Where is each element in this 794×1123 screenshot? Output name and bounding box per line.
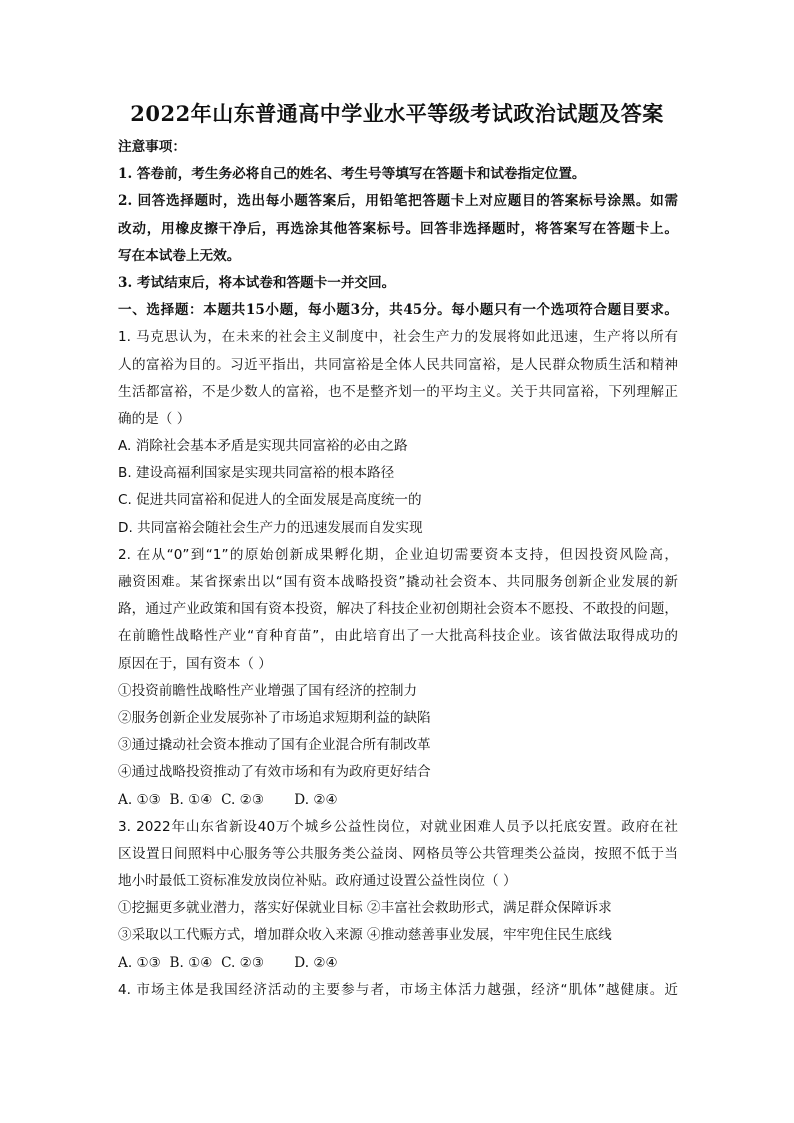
question-1-option-c: C. 促进共同富裕和促进人的全面发展是高度统一的: [118, 492, 422, 509]
question-3-options: A. ①③ B. ①④ C. ②③ D. ②④: [118, 954, 338, 971]
notice-heading: 注意事项：: [118, 139, 186, 155]
question-4-stem: 4. 市场主体是我国经济活动的主要参与者，市场主体活力越强，经济“肌体”越健康。近: [118, 981, 678, 998]
question-2-statement-4: ④通过战略投资推动了有效市场和有为政府更好结合: [118, 764, 431, 781]
question-3-stem-cont: 区设置日间照料中心服务等公共服务类公益岗、网格员等公共管理类公益岗，按照不低于当: [118, 845, 678, 862]
section-heading: 一、选择题：本题共15小题，每小题3分，共45分。每小题只有一个选项符合题目要求。: [118, 302, 678, 319]
question-3-stem-end: 地小时最低工资标准发放岗位补贴。政府通过设置公益性岗位（ ）: [118, 873, 517, 890]
question-1-stem: 1. 马克思认为，在未来的社会主义制度中，社会生产力的发展将如此迅速，生产将以所有: [118, 329, 678, 346]
question-1-option-d: D. 共同富裕会随社会生产力的迅速发展而自发实现: [118, 519, 423, 536]
question-2-stem-cont: 路，通过产业政策和国有资本投资，解决了科技企业初创期社会资本不愿投、不敢投的问题，: [118, 601, 678, 618]
question-2-stem-cont: 融资困难。某省探索出以“国有资本战略投资”撬动社会资本、共同服务创新企业发展的新: [118, 574, 678, 590]
document-title: 2022年山东普通高中学业水平等级考试政治试题及答案: [130, 101, 664, 126]
notice-item-3: 3. 考试结束后，将本试卷和答题卡一并交回。: [118, 274, 396, 291]
notice-item-1: 1. 答卷前，考生务必将自己的姓名、考生号等填写在答题卡和试卷指定位置。: [118, 166, 586, 183]
question-2-stem-cont: 在前瞻性战略性产业“育种育苗”，由此培育出了一大批高科技企业。该省做法取得成功的: [118, 628, 678, 645]
notice-item-2-end: 写在本试卷上无效。: [118, 247, 241, 264]
question-1-stem-end: 确的是（ ）: [118, 410, 191, 427]
question-2-options: A. ①③ B. ①④ C. ②③ D. ②④: [118, 791, 338, 808]
notice-item-2: 2. 回答选择题时，选出每小题答案后，用铅笔把答题卡上对应题目的答案标号涂黑。如需: [118, 193, 678, 210]
question-3-statements-3-4: ③采取以工代赈方式，增加群众收入来源 ④推动慈善事业发展，牢牢兜住民生底线: [118, 927, 612, 944]
question-2-statement-1: ①投资前瞻性战略性产业增强了国有经济的控制力: [118, 682, 418, 699]
question-2-stem: 2. 在从“0”到“1”的原始创新成果孵化期，企业迫切需要资本支持，但因投资风险高，: [118, 546, 678, 563]
question-1-stem-cont: 人的富裕为目的。习近平指出，共同富裕是全体人民共同富裕，是人民群众物质生活和精神: [118, 356, 678, 373]
question-2-stem-end: 原因在于，国有资本（ ）: [118, 655, 272, 672]
question-1-option-a: A. 消除社会基本矛盾是实现共同富裕的必由之路: [118, 438, 408, 455]
question-3-statements-1-2: ①挖掘更多就业潜力，落实好保就业目标 ②丰富社会救助形式，满足群众保障诉求: [118, 900, 612, 917]
document-body: [118, 134, 678, 1004]
question-2-statement-2: ②服务创新企业发展弥补了市场追求短期利益的缺陷: [118, 709, 431, 726]
question-2-statement-3: ③通过撬动社会资本推动了国有企业混合所有制改革: [118, 737, 431, 754]
notice-item-2-cont: 改动，用橡皮擦干净后，再选涂其他答案标号。回答非选择题时，将答案写在答题卡上。: [118, 220, 678, 237]
question-1-stem-cont: 生活都富裕，不是少数人的富裕，也不是整齐划一的平均主义。关于共同富裕，下列理解正: [118, 383, 678, 400]
question-1-option-b: B. 建设高福利国家是实现共同富裕的根本路径: [118, 465, 395, 482]
question-3-stem: 3. 2022年山东省新设40万个城乡公益性岗位，对就业困难人员予以托底安置。政府在社: [118, 818, 678, 835]
